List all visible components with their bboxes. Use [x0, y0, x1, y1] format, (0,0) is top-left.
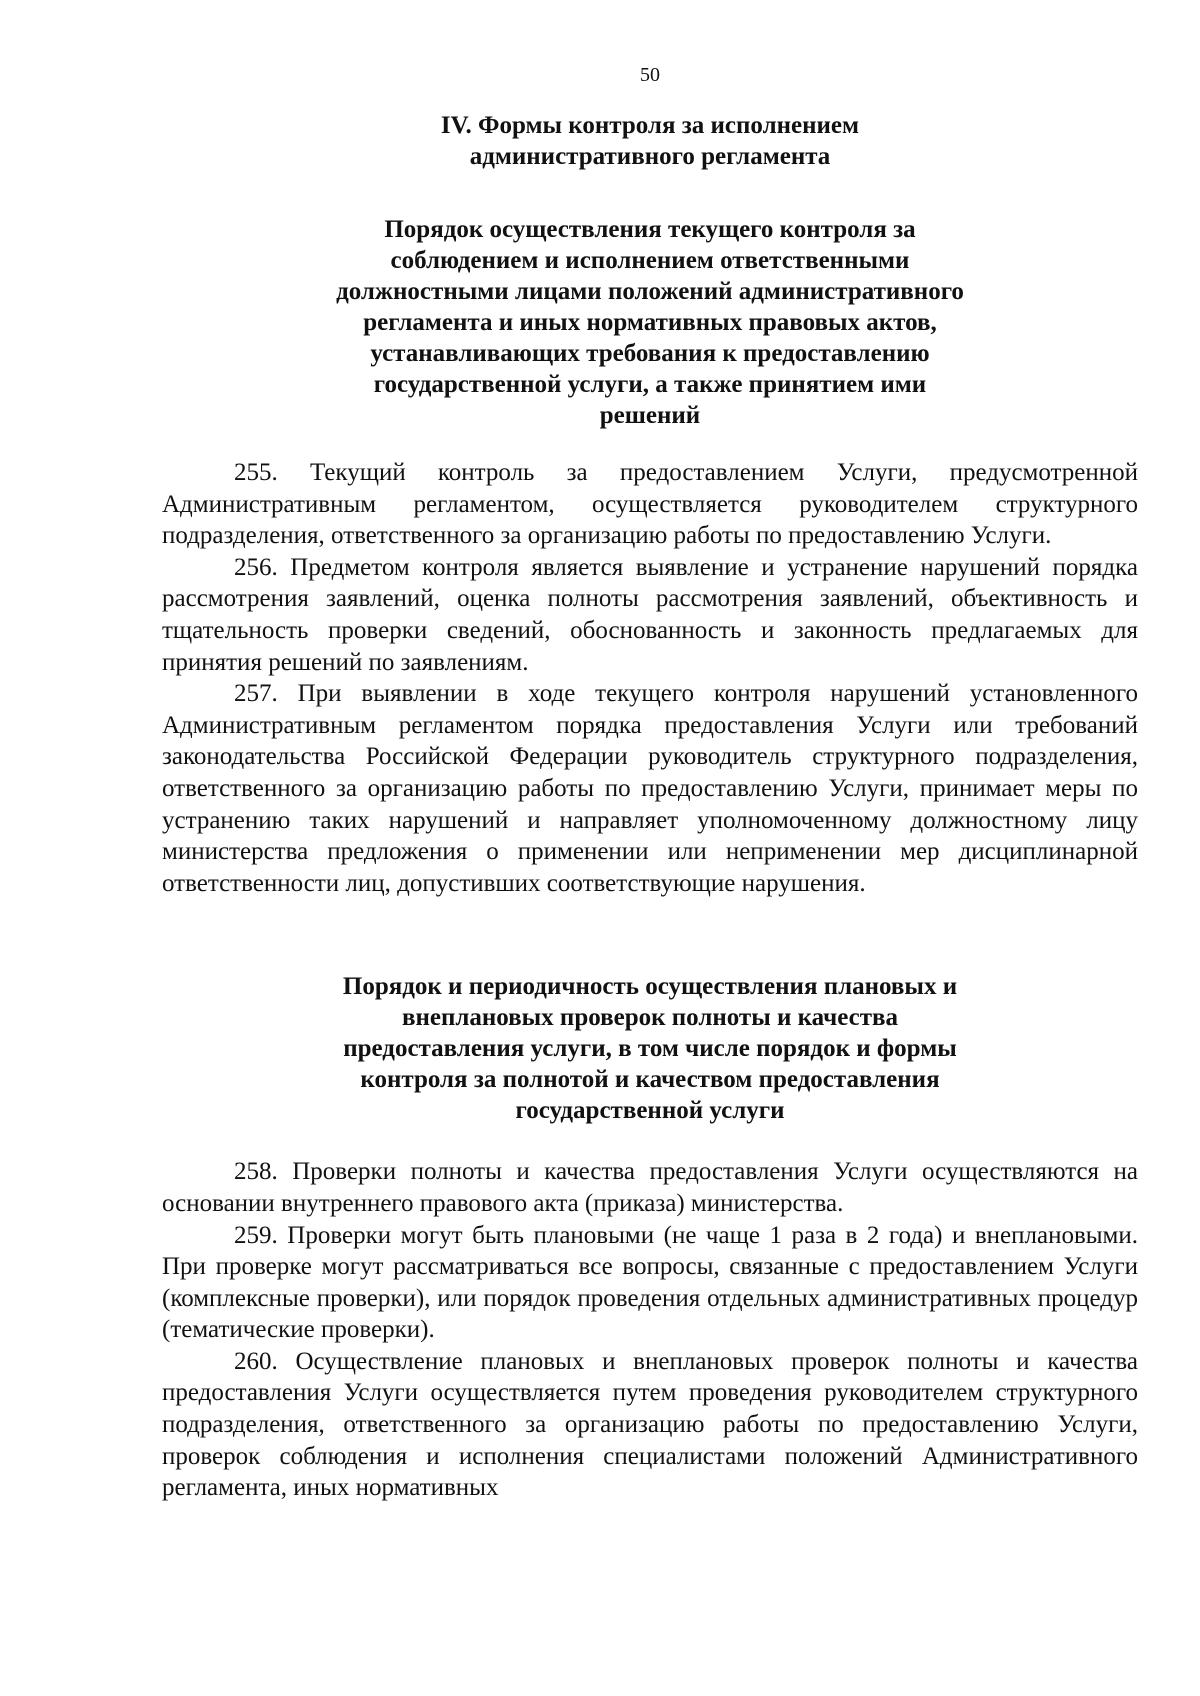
paragraph-257 — [162, 678, 1138, 899]
subsection-title-line-7: решений — [599, 402, 701, 429]
paragraph-258 — [162, 1156, 1138, 1219]
subsection-title-line-2: соблюдением и исполнением ответственными — [390, 247, 910, 274]
subsection-title-line-1: Порядок и периодичность осуществления плановых и — [342, 973, 958, 1001]
page-number: 50 — [640, 64, 660, 86]
document-page — [162, 62, 1138, 1504]
subsection-title-line-5: устанавливающих требования к предоставлению — [370, 340, 930, 367]
subsection-title-line-3: предоставления услуги, в том числе порядок и формы — [343, 1035, 957, 1063]
subsection-title-line-3: должностными лицами положений административного — [336, 278, 964, 305]
paragraph-number: 256. — [234, 553, 278, 581]
paragraph-number: 260. — [234, 1347, 278, 1375]
paragraph-number: 255. — [234, 459, 278, 486]
subsection-title-line-4: регламента и иных нормативных правовых актов, — [363, 309, 937, 336]
paragraph-text: Осуществление плановых и внеплановых проверок полноты и качества предоставления Услуги осуществляется путем проведения руководителем структурного подразделения, ответственного за организацию работы по предоставлению Услуги, проверок соблюдения и исполнения специалистами положений Административного регламента, иных нормативных — [162, 1347, 1139, 1502]
paragraph-number: 259. — [234, 1221, 278, 1249]
paragraph-255 — [162, 457, 1138, 552]
subsection-title-line-6: государственной услуги, а также принятием ими — [373, 371, 927, 398]
paragraph-256 — [162, 552, 1138, 678]
paragraph-text: Текущий контроль за предоставлением Услуги, предусмотренной Административным регламентом, осуществляется руководителем структурного подразделения, ответственного за организацию работы по предоставлению Услуги. — [162, 459, 1139, 550]
paragraph-text: При выявлении в ходе текущего контроля нарушений установленного Административным регламентом порядка предоставления Услуги или требований законодательства Российской Федерации руководитель структурного подразделения, ответственного за организацию работы по предоставлению Услуги, принимает меры по устранению таких нарушений и направляет уполномоченному должностному лицу министерства предложения о применении или неприменении мер дисциплинарной ответственности лиц, допустивших соответствующие нарушения. — [162, 680, 1139, 897]
subsection-title-line-5: государственной услуги — [515, 1097, 785, 1125]
section-title-line-2: административного регламента — [469, 143, 831, 170]
paragraph-text: Проверки полноты и качества предоставления Услуги осуществляются на основании внутреннего правового акта (приказа) министерства. — [162, 1158, 1139, 1217]
subsection-title-current-control — [162, 214, 1138, 431]
subsection-title-inspections — [162, 971, 1138, 1126]
paragraph-number: 258. — [234, 1158, 278, 1186]
paragraph-number: 257. — [234, 680, 278, 708]
subsection-title-line-2: внеплановых проверок полноты и качества — [401, 1004, 899, 1032]
paragraph-259 — [162, 1220, 1138, 1346]
subsection-title-line-4: контроля за полнотой и качеством предоставления — [360, 1066, 940, 1094]
paragraph-text: Проверки могут быть плановыми (не чаще 1 раза в 2 года) и внеплановыми. При проверке могут рассматриваться все вопросы, связанные с предоставлением Услуги (комплексные проверки), или порядок проведения отдельных административных процедур (тематические проверки). — [162, 1221, 1138, 1344]
subsection-title-line-1: Порядок осуществления текущего контроля за — [384, 216, 916, 243]
paragraph-260 — [162, 1346, 1138, 1504]
paragraph-text: Предметом контроля является выявление и устранение нарушений порядка рассмотрения заявлений, оценка полноты рассмотрения заявлений, объективность и тщательность проверки сведений, обоснованность и законность предлагаемых для принятия решений по заявлениям. — [162, 553, 1138, 676]
section-title — [162, 110, 1138, 172]
section-title-line-1: IV. Формы контроля за исполнением — [440, 112, 860, 139]
